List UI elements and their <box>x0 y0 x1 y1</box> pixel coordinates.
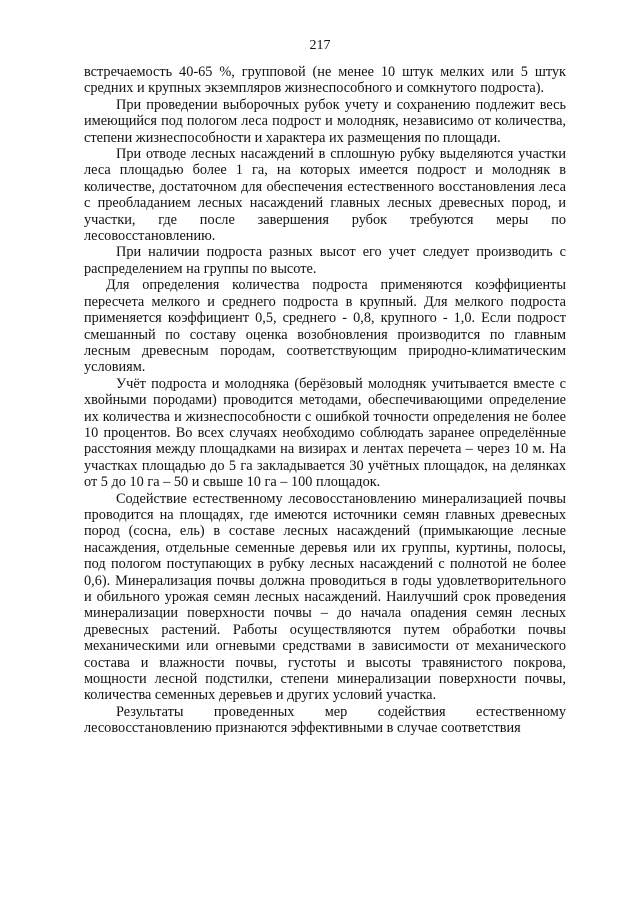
paragraph-7: Содействие естественному лесовосстановлению минерализацией почвы проводится на площадях, где имеются источники семян главных древесных пород (сосна, ель) в составе лесных насаждений (примыкающие лесные насаждения, отдельные семенные деревья или их группы, куртины, полосы, под пологом поступающих в рубку лесных насаждений с полнотой не более 0,6). Минерализация почвы должна проводиться в годы удовлетворительного и обильного урожая семян лесных насаждений. Наилучший срок проведения минерализации поверхности почвы – до начала опадения семян лесных древесных растений. Работы осуществляются путем обработки почвы механическими или огневыми средствами в зависимости от механического состава и влажности почвы, густоты и высоты травянистого покрова, мощности лесной подстилки, степени минерализации поверхности почвы, количества семенных деревьев и других условий участка. <box>84 490 566 704</box>
paragraph-8: Результаты проведенных мер содействия естественному лесовосстановлению признаются эффективными в случае соответствия <box>84 703 566 737</box>
paragraph-2: При проведении выборочных рубок учету и сохранению подлежит весь имеющийся под пологом леса подрост и молодняк, независимо от количества, степени жизнеспособности и характера их размещения по площади. <box>84 96 566 146</box>
paragraph-1: встречаемость 40-65 %, групповой (не менее 10 штук мелких или 5 штук средних и крупных экземпляров жизнеспособного и сомкнутого подроста). <box>84 64 566 97</box>
paragraph-6: Учёт подроста и молодняка (берёзовый молодняк учитывается вместе с хвойными породами) проводится методами, обеспечивающими определение их количества и жизнеспособности с ошибкой точности определения не более 10 процентов. Во всех случаях необходимо соблюдать заранее определённые расстояния между площадками на визирах и лентах перечета – через 10 м. На участках площадью до 5 га закладывается 30 учётных площадок, на делянках от 5 до 10 га – 50 и свыше 10 га – 100 площадок. <box>84 375 566 491</box>
body-text <box>84 64 566 737</box>
paragraph-4: При наличии подроста разных высот его учет следует производить с распределением на группы по высоте. <box>84 244 566 277</box>
page-number: 217 <box>309 38 331 53</box>
paragraph-3: При отводе лесных насаждений в сплошную рубку выделяются участки леса площадью более 1 га, на которых имеется подрост и молодняк в количестве, достаточном для обеспечения естественного восстановления леса с преобладанием лесных насаждений главных лесных древесных пород, и участки, где после завершения рубок требуются меры по лесовосстановлению. <box>84 146 566 245</box>
paragraph-5: Для определения количества подроста применяются коэффициенты пересчета мелкого и среднего подроста в крупный. Для мелкого подроста применяется коэффициент 0,5, среднего - 0,8, крупного - 1,0. Если подрост смешанный по составу оценка возобновления производится по главным лесным древесным породам, соответствующим природно-климатическим условиям. <box>84 277 566 376</box>
